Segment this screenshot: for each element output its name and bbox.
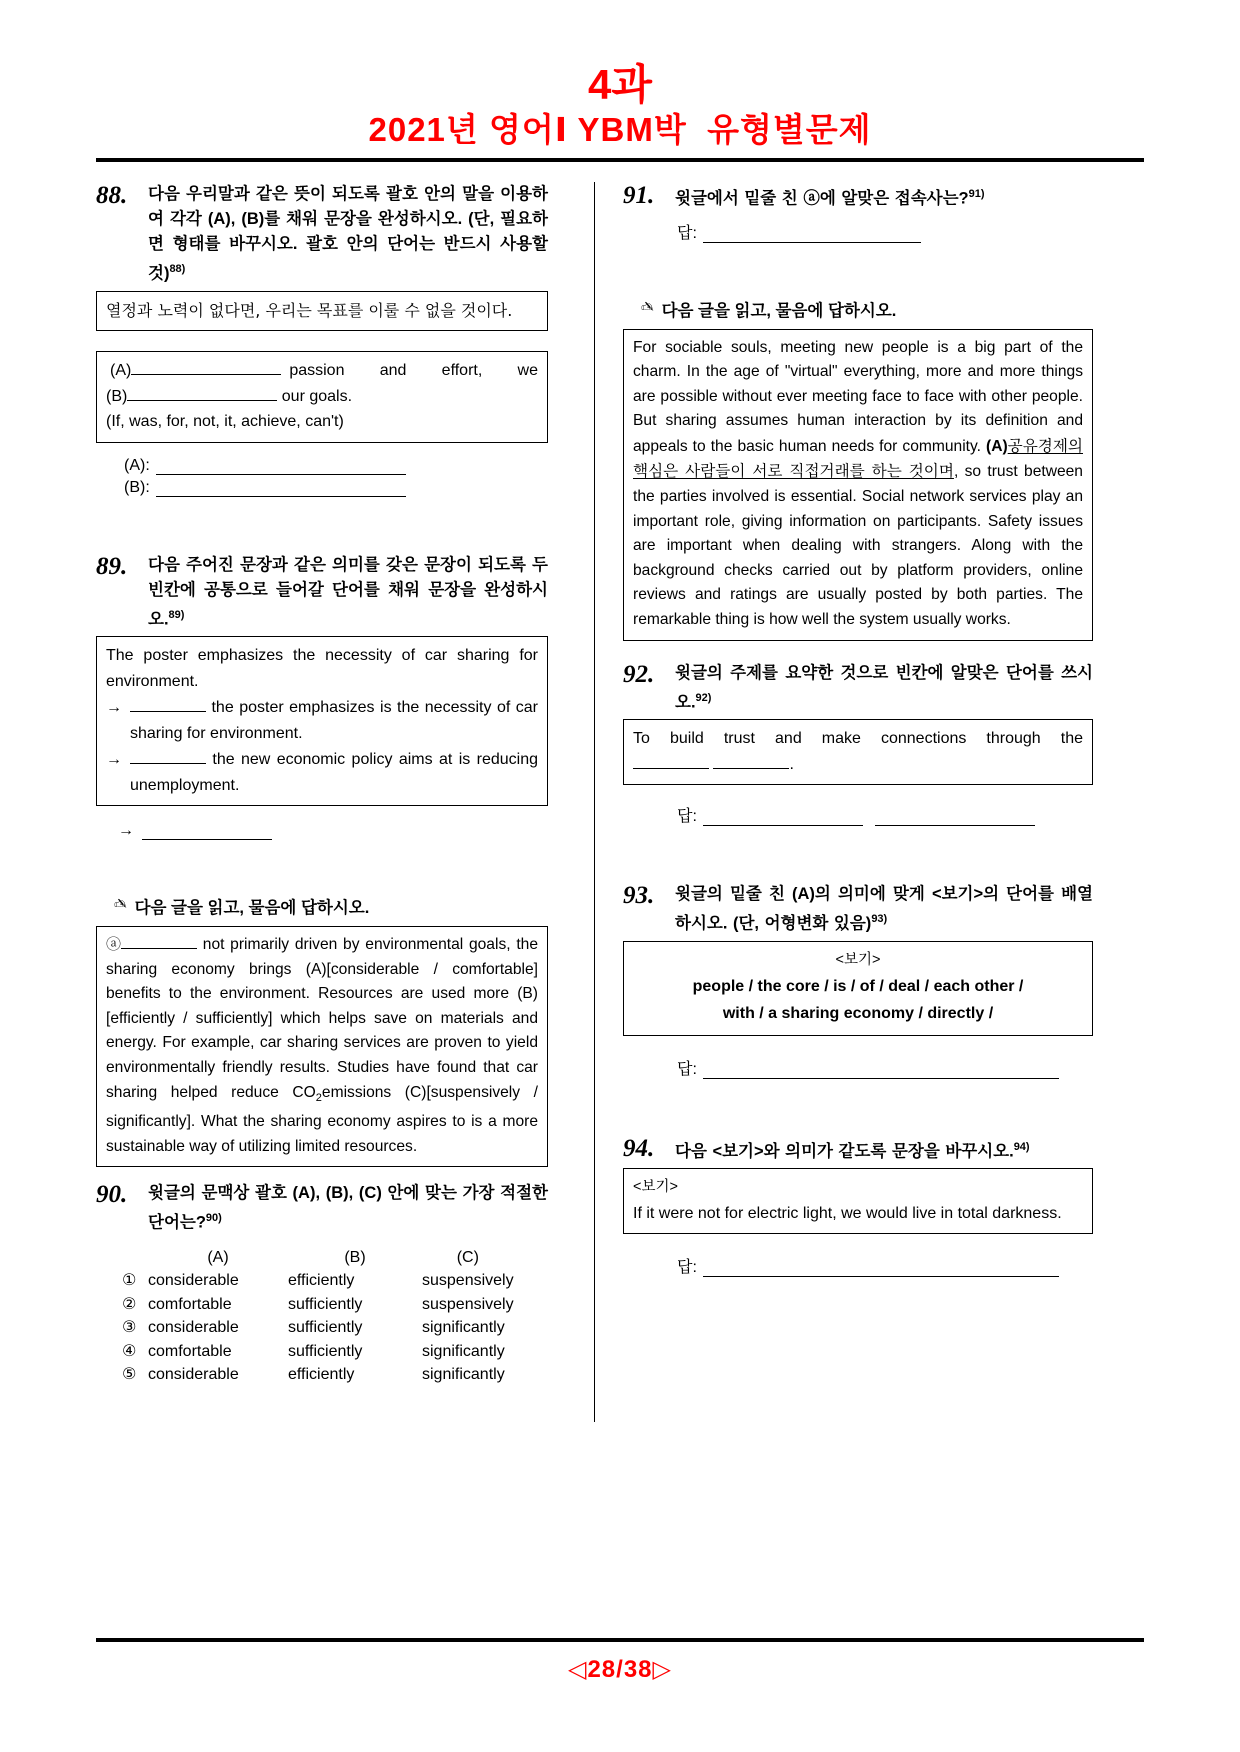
option-1-c: suspensively xyxy=(422,1272,514,1290)
lesson-title: 4과 xyxy=(588,61,652,108)
question-91-footnote: 91) xyxy=(968,188,985,200)
question-91-number: 91. xyxy=(623,182,655,209)
question-92-prompt-text: 윗글의 주제를 요약한 것으로 빈칸에 알맞은 단어를 쓰시오. xyxy=(675,663,1093,712)
question-94-answer[interactable] xyxy=(677,1254,1093,1277)
header-divider xyxy=(96,158,1144,162)
question-89-rewrite-1-text: the poster emphasizes is the necessity of car sharing for environment. xyxy=(130,699,538,742)
left-reading-directive xyxy=(114,894,548,918)
option-5-a: considerable xyxy=(148,1366,239,1384)
arrow-icon: → xyxy=(106,751,122,768)
question-93 xyxy=(623,882,1093,937)
question-92-period: . xyxy=(789,755,794,773)
right-reading-directive xyxy=(641,297,1093,321)
option-2-number: ② xyxy=(122,1295,137,1313)
question-92-answer-rule-2[interactable] xyxy=(875,808,1035,826)
right-reading-passage xyxy=(623,329,1093,641)
question-89-footnote: 89) xyxy=(168,608,185,621)
question-94-bogi-box xyxy=(623,1168,1093,1234)
question-88-answer-a-rule[interactable] xyxy=(156,457,406,475)
question-92-answer-rule-1[interactable] xyxy=(703,808,863,826)
question-88-answer-b-label: (B): xyxy=(124,478,150,496)
arrow-icon: → xyxy=(118,822,134,839)
question-90-number: 90. xyxy=(96,1181,128,1209)
option-4-c: significantly xyxy=(422,1342,505,1360)
page-header xyxy=(0,0,1240,150)
question-93-answer-rule[interactable] xyxy=(703,1061,1059,1079)
question-88-answer-a-label: (A): xyxy=(124,456,150,474)
question-88-answer-b-rule[interactable] xyxy=(156,479,406,497)
option-2-a: comfortable xyxy=(148,1295,232,1313)
question-91-answer[interactable] xyxy=(677,220,1093,243)
option-row-5[interactable] xyxy=(122,1363,514,1387)
option-1-number: ① xyxy=(122,1272,137,1290)
question-93-answer[interactable] xyxy=(677,1056,1093,1079)
question-93-footnote: 93) xyxy=(871,913,888,926)
question-93-number: 93. xyxy=(623,882,655,910)
question-89-answer-rule[interactable] xyxy=(142,822,272,840)
option-2-b: sufficiently xyxy=(288,1295,363,1313)
column-divider xyxy=(594,182,595,1422)
question-90-prompt-text: 윗글의 문맥상 괄호 (A), (B), (C) 안에 맞는 가장 적절한 단어는? xyxy=(148,1184,548,1232)
option-1-a: considerable xyxy=(148,1272,239,1290)
question-94-prompt xyxy=(675,1135,1093,1165)
question-92-footnote: 92) xyxy=(695,691,712,704)
page-indicator: ◁28/38▷ xyxy=(568,1656,672,1683)
content-columns xyxy=(96,182,1144,1630)
option-header-c: (C) xyxy=(456,1248,479,1266)
question-90 xyxy=(96,1181,548,1236)
left-passage-text-1: not primarily driven by environmental goals, the sharing economy brings (A)[considerable / comfortable] benefits to the environment. Resources are used more (B)[efficiently / sufficiently] which helps save on materials and energy. For example, car sharing services are proven to yield environmentally friendly results. Studies have found that car sharing helped reduce CO xyxy=(106,936,538,1101)
question-89-rewrite-2-text: the new economic policy aims at is reducing unemployment. xyxy=(130,751,538,794)
option-row-2[interactable] xyxy=(122,1293,514,1317)
question-89-number: 89. xyxy=(96,552,128,580)
question-88-label-b: (B) xyxy=(106,387,128,405)
option-4-a: comfortable xyxy=(148,1342,232,1360)
option-row-1[interactable] xyxy=(122,1269,514,1293)
question-89-blank-2[interactable] xyxy=(130,763,206,764)
question-93-bogi-line2: with / a sharing economy / directly / xyxy=(722,1004,994,1022)
option-3-number: ③ xyxy=(122,1319,137,1337)
question-94-bogi-title: <보기> xyxy=(633,1179,678,1196)
question-92-blank-1[interactable] xyxy=(633,768,709,769)
question-94-answer-rule[interactable] xyxy=(703,1259,1059,1277)
question-89-answer[interactable] xyxy=(118,822,548,840)
option-5-b: efficiently xyxy=(288,1366,355,1384)
question-93-prompt xyxy=(675,882,1093,937)
question-89-rewrite-1 xyxy=(106,695,538,746)
question-88-word-bank: (If, was, for, not, it, achieve, can't) xyxy=(106,413,344,430)
option-2-c: suspensively xyxy=(422,1295,514,1313)
question-92-number: 92. xyxy=(623,660,655,688)
arrow-icon: → xyxy=(106,699,122,716)
passage-marker-a: (A) xyxy=(986,437,1008,455)
question-92-blank-2[interactable] xyxy=(713,768,789,769)
option-4-number: ④ xyxy=(122,1342,137,1360)
question-88-rest-b: our goals. xyxy=(281,387,353,405)
question-88-footnote: 88) xyxy=(169,263,186,275)
question-92-summary-line1: To build trust and make connections through the xyxy=(633,730,1083,748)
question-94-bogi-sentence: If it were not for electric light, we would live in total darkness. xyxy=(633,1204,1062,1222)
page-subtitle: 2021년 영어Ⅰ YBM박 유형별문제 xyxy=(368,111,872,148)
left-reading-directive-text: 다음 글을 읽고, 물음에 답하시오. xyxy=(134,899,370,917)
question-94-prompt-text: 다음 <보기>와 의미가 같도록 문장을 바꾸시오. xyxy=(675,1142,1014,1161)
pencil-icon: ✍ xyxy=(114,896,127,913)
question-93-bogi-title: <보기> xyxy=(835,951,881,968)
footer-divider xyxy=(96,1638,1144,1642)
passage-blank-a[interactable] xyxy=(121,948,197,949)
question-89-prompt xyxy=(148,553,548,633)
question-88-label-a: (A) xyxy=(110,362,132,379)
question-88-blank-b[interactable] xyxy=(127,400,277,401)
question-88-prompt-text: 다음 우리말과 같은 뜻이 되도록 괄호 안의 말을 이용하여 각각 (A), (B)를 채워 문장을 완성하시오. (단, 필요하면 형태를 바꾸시오. 괄호 안의 단어는 반드시 사용할 것) xyxy=(148,185,548,283)
question-93-prompt-text: 윗글의 밑줄 친 (A)의 의미에 맞게 <보기>의 단어를 배열하시오. (단, 어형변화 있음) xyxy=(675,885,1093,933)
option-5-number: ⑤ xyxy=(122,1366,137,1384)
option-row-4[interactable] xyxy=(122,1340,514,1364)
option-3-a: considerable xyxy=(148,1319,239,1337)
blank-marker-a-icon: ⓐ xyxy=(106,936,122,953)
passage-korean-underlined: 공유경제의 핵심은 사람들이 서로 직접거래를 하는 것이며 xyxy=(633,436,1083,481)
question-88-answer-a[interactable] xyxy=(124,457,548,475)
question-88-rest-a: passion and effort, we xyxy=(289,362,538,379)
question-93-bogi-line1: people / the core / is / of / deal / each other / xyxy=(692,977,1024,995)
question-91-prompt xyxy=(675,182,1093,212)
question-91-answer-label: 답: xyxy=(677,224,697,242)
left-passage-text-2: emissions (C)[suspensively / significantly]. What the sharing economy aspires to is a more sustainable way of utilizing limited resources. xyxy=(106,1083,538,1155)
question-88-english-box xyxy=(96,351,548,443)
question-90-prompt xyxy=(148,1181,548,1236)
question-88 xyxy=(96,182,548,287)
question-92-prompt xyxy=(675,661,1093,716)
question-88-answer-b[interactable] xyxy=(124,479,548,497)
question-89 xyxy=(96,553,548,633)
question-89-rewrite-2 xyxy=(106,747,538,798)
question-93-answer-label: 답: xyxy=(677,1060,697,1078)
co2-subscript: 2 xyxy=(315,1091,322,1104)
question-94-footnote: 94) xyxy=(1013,1140,1030,1153)
question-94 xyxy=(623,1135,1093,1165)
right-column xyxy=(623,182,1093,1630)
right-passage-text-1: For sociable souls, meeting new people is a big part of the charm. In the age of "virtual" everything, more and more things are possible without ever meeting face to face with other people. But sharing assumes human interaction by its definition and appeals to the basic human needs for community. xyxy=(633,338,1083,455)
question-88-korean-sentence: 열정과 노력이 없다면, 우리는 목표를 이룰 수 없을 것이다. xyxy=(106,300,513,320)
question-92 xyxy=(623,661,1093,716)
question-94-answer-label: 답: xyxy=(677,1259,697,1277)
question-88-blank-a[interactable] xyxy=(131,374,281,375)
option-row-3[interactable] xyxy=(122,1316,514,1340)
option-header-b: (B) xyxy=(344,1248,366,1266)
question-89-box xyxy=(96,636,548,806)
question-91-prompt-text: 윗글에서 밑줄 친 ⓐ에 알맞은 접속사는? xyxy=(675,189,969,208)
left-column xyxy=(96,182,566,1630)
question-90-footnote: 90) xyxy=(205,1212,222,1225)
left-reading-passage xyxy=(96,926,548,1167)
question-94-number: 94. xyxy=(623,1134,655,1162)
option-header-a: (A) xyxy=(207,1248,229,1266)
question-89-prompt-text: 다음 주어진 문장과 같은 의미를 갖은 문장이 되도록 두 빈칸에 공통으로 들어갈 단어를 채워 문장을 완성하시오. xyxy=(148,555,548,628)
option-3-c: significantly xyxy=(422,1319,505,1337)
question-88-number: 88. xyxy=(96,182,128,209)
option-1-b: efficiently xyxy=(288,1272,355,1290)
option-5-c: significantly xyxy=(422,1366,505,1384)
question-89-original: The poster emphasizes the necessity of car sharing for environment. xyxy=(106,647,538,690)
right-reading-directive-text: 다음 글을 읽고, 물음에 답하시오. xyxy=(661,301,897,320)
question-92-answer[interactable] xyxy=(677,803,1093,826)
question-88-prompt xyxy=(148,182,548,287)
option-header-row xyxy=(122,1246,514,1270)
question-88-korean-box xyxy=(96,291,548,332)
question-88-line-b xyxy=(106,384,538,410)
question-91 xyxy=(623,182,1093,212)
question-88-line-a xyxy=(106,358,538,384)
question-89-blank-1[interactable] xyxy=(130,711,206,712)
question-93-bogi-box xyxy=(623,941,1093,1036)
pencil-icon: ✍ xyxy=(641,298,654,316)
right-passage-text-2: , so trust between the parties involved is essential. Social network services play an important role, giving information on participants. Safety issues are important when dealing with strangers. Along with the background checks carried out by platform providers, online reviews and ratings are usually posted by both parties. The remarkable thing is how well the system usually works. xyxy=(633,463,1083,629)
question-92-summary-box xyxy=(623,719,1093,785)
option-3-b: sufficiently xyxy=(288,1319,363,1337)
question-92-answer-label: 답: xyxy=(677,808,697,826)
option-4-b: sufficiently xyxy=(288,1342,363,1360)
question-91-answer-rule[interactable] xyxy=(703,225,921,243)
question-90-options xyxy=(122,1246,548,1387)
question-92-summary-line2 xyxy=(633,752,1083,778)
